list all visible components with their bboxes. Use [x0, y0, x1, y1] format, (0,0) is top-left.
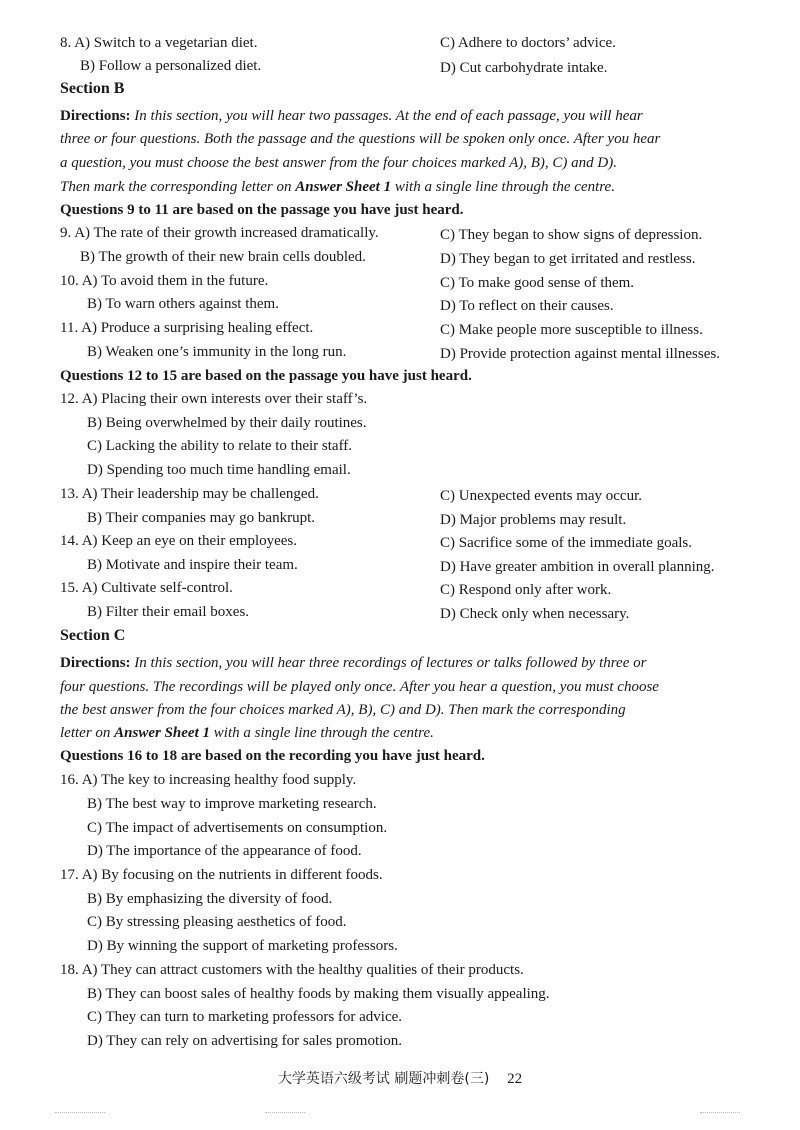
question-16-option-d: D) The importance of the appearance of food. — [87, 843, 362, 859]
section-b-directions-line-2: three or four questions. Both the passage and the questions will be spoken only once. After you hear — [60, 131, 661, 147]
option-text: A) They can attract customers with the healthy qualities of their products. — [81, 962, 524, 978]
question-16-option-c: C) The impact of advertisements on consumption. — [87, 820, 388, 836]
question-number: 10. — [60, 273, 79, 289]
question-13-option-b: B) Their companies may go bankrupt. — [87, 510, 316, 526]
question-group-heading-16-18: Questions 16 to 18 are based on the recording you have just heard. — [60, 748, 485, 764]
question-18-option-b: B) They can boost sales of healthy foods by making them visually appealing. — [87, 986, 550, 1002]
question-group-heading-12-15: Questions 12 to 15 are based on the passage you have just heard. — [60, 368, 472, 384]
question-10-option-c: C) To make good sense of them. — [440, 275, 635, 291]
option-text: A) Switch to a vegetarian diet. — [74, 35, 258, 51]
question-12-option-b: B) Being overwhelmed by their daily routines. — [87, 415, 367, 431]
section-c-directions-line-1 — [60, 653, 646, 673]
question-14-option-d: D) Have greater ambition in overall planning. — [440, 559, 715, 575]
question-12-option-c: C) Lacking the ability to relate to their staff. — [87, 438, 353, 454]
question-14-option-c: C) Sacrifice some of the immediate goals. — [440, 535, 693, 551]
question-17-option-c: C) By stressing pleasing aesthetics of food. — [87, 914, 347, 930]
question-16-option-b: B) The best way to improve marketing research. — [87, 796, 377, 812]
directions-text: with a single line through the centre. — [213, 725, 434, 741]
question-11-option-c: C) Make people more susceptible to illness. — [440, 322, 703, 338]
directions-text: Then mark the corresponding letter on — [60, 179, 292, 195]
question-13-option-c: C) Unexpected events may occur. — [440, 488, 643, 504]
question-18-option-a — [60, 960, 524, 980]
question-15-option-d: D) Check only when necessary. — [440, 606, 630, 622]
option-text: A) Placing their own interests over their staff’s. — [81, 391, 368, 407]
question-11-option-b: B) Weaken one’s immunity in the long run. — [87, 344, 347, 360]
question-17-option-b: B) By emphasizing the diversity of food. — [87, 891, 333, 907]
question-14-option-b: B) Motivate and inspire their team. — [87, 557, 298, 573]
question-8-option-c: C) Adhere to doctors’ advice. — [440, 35, 616, 51]
question-9-option-c: C) They began to show signs of depression. — [440, 227, 703, 243]
option-text: A) To avoid them in the future. — [81, 273, 269, 289]
question-number: 17. — [60, 867, 79, 883]
question-8-option-d: D) Cut carbohydrate intake. — [440, 60, 608, 76]
directions-label: Directions: — [60, 108, 131, 124]
question-11-option-d: D) Provide protection against mental illnesses. — [440, 346, 720, 362]
question-10-option-b: B) To warn others against them. — [87, 296, 279, 312]
question-number: 14. — [60, 533, 79, 549]
answer-sheet-label: Answer Sheet 1 — [114, 725, 211, 741]
question-8-option-b: B) Follow a personalized diet. — [80, 58, 262, 74]
question-11-option-a — [60, 318, 313, 338]
question-15-option-b: B) Filter their email boxes. — [87, 604, 250, 620]
question-number: 12. — [60, 391, 79, 407]
section-b-directions-line-1 — [60, 106, 643, 126]
question-9-option-b: B) The growth of their new brain cells doubled. — [80, 249, 366, 265]
question-12-option-a — [60, 389, 367, 409]
question-10-option-d: D) To reflect on their causes. — [440, 298, 614, 314]
question-15-option-c: C) Respond only after work. — [440, 582, 612, 598]
question-9-option-d: D) They began to get irritated and restless. — [440, 251, 696, 267]
question-number: 18. — [60, 962, 79, 978]
directions-text: In this section, you will hear three recordings of lectures or talks followed by three or — [134, 655, 647, 671]
section-c-directions-line-3: the best answer from the four choices marked A), B), C) and D). Then mark the corresponding — [60, 702, 626, 718]
option-text: A) Produce a surprising healing effect. — [81, 320, 314, 336]
question-number: 13. — [60, 486, 79, 502]
directions-label: Directions: — [60, 655, 131, 671]
question-number: 9. — [60, 225, 72, 241]
scan-speck — [55, 1112, 105, 1117]
question-13-option-d: D) Major problems may result. — [440, 512, 627, 528]
question-18-option-d: D) They can rely on advertising for sales promotion. — [87, 1033, 403, 1049]
question-12-option-d: D) Spending too much time handling email. — [87, 462, 351, 478]
question-18-option-c: C) They can turn to marketing professors for advice. — [87, 1009, 403, 1025]
directions-text: letter on — [60, 725, 111, 741]
scan-speck — [700, 1112, 740, 1117]
question-number: 16. — [60, 772, 79, 788]
question-15-option-a — [60, 578, 233, 598]
option-text: A) The rate of their growth increased dramatically. — [74, 225, 379, 241]
option-text: A) By focusing on the nutrients in different foods. — [81, 867, 383, 883]
option-text: A) Keep an eye on their employees. — [81, 533, 298, 549]
option-text: A) Cultivate self-control. — [81, 580, 233, 596]
question-14-option-a — [60, 531, 297, 551]
scan-speck — [265, 1112, 305, 1117]
question-10-option-a — [60, 271, 268, 291]
question-number: 11. — [60, 320, 79, 336]
question-group-heading-9-11: Questions 9 to 11 are based on the passage you have just heard. — [60, 202, 464, 218]
question-17-option-a — [60, 865, 383, 885]
question-number: 15. — [60, 580, 79, 596]
question-9-option-a — [60, 223, 379, 243]
section-c-heading: Section C — [60, 627, 126, 644]
option-text: A) Their leadership may be challenged. — [81, 486, 319, 502]
section-c-directions-line-2: four questions. The recordings will be played only once. After you hear a question, you must choose — [60, 679, 659, 695]
directions-text: with a single line through the centre. — [394, 179, 615, 195]
section-b-heading: Section B — [60, 80, 125, 97]
section-b-directions-line-4 — [60, 177, 615, 197]
question-8-option-a — [60, 33, 257, 53]
question-16-option-a — [60, 770, 356, 790]
option-text: A) The key to increasing healthy food supply. — [81, 772, 357, 788]
directions-text: In this section, you will hear two passages. At the end of each passage, you will hear — [134, 108, 643, 124]
question-13-option-a — [60, 484, 319, 504]
answer-sheet-label: Answer Sheet 1 — [295, 179, 392, 195]
question-number: 8. — [60, 35, 72, 51]
section-b-directions-line-3: a question, you must choose the best answer from the four choices marked A), B), C) and D). — [60, 155, 617, 171]
section-c-directions-line-4 — [60, 723, 434, 743]
footer-title: 大学英语六级考试 刷题冲刺卷(三) — [277, 1071, 490, 1087]
page-footer — [0, 1068, 800, 1088]
question-17-option-d: D) By winning the support of marketing professors. — [87, 938, 398, 954]
page-number: 22 — [507, 1071, 523, 1087]
